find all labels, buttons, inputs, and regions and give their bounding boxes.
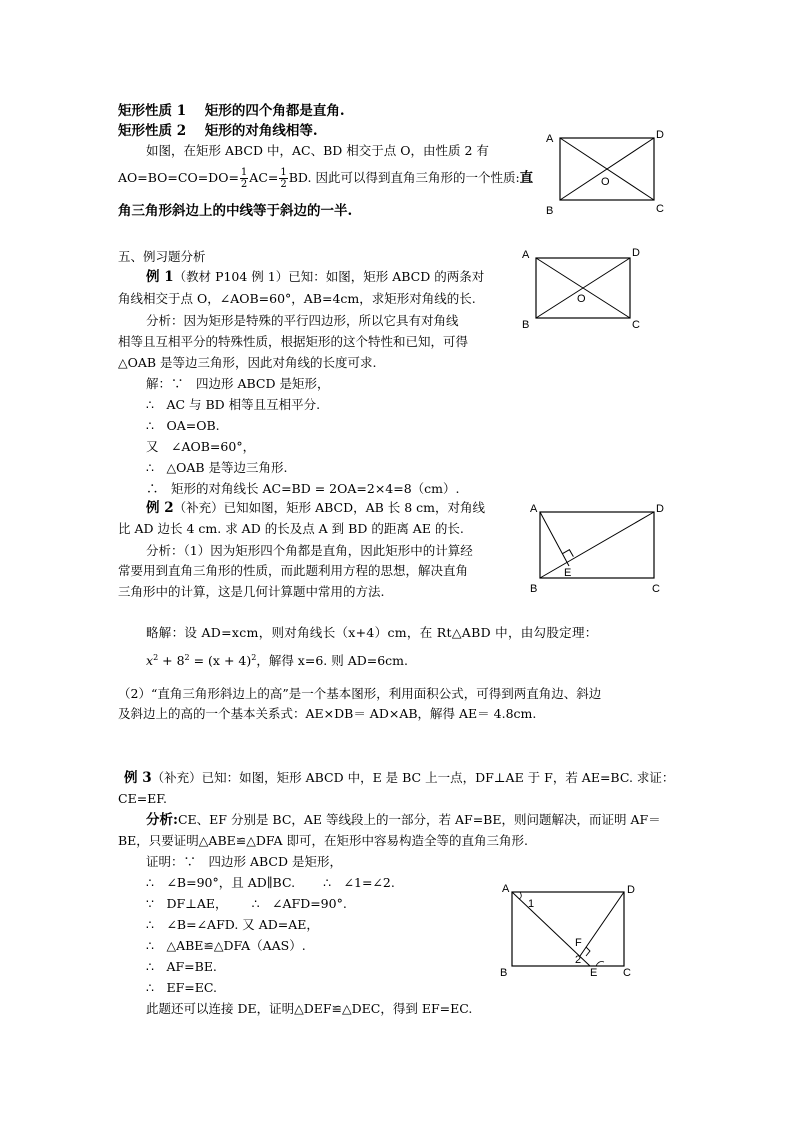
right-angle-mark-f xyxy=(586,947,590,956)
label-o-2: O xyxy=(577,293,586,305)
ex2-line-5: 三角形中的计算，这是几何计算题中常用的方法. xyxy=(118,584,385,599)
label-d-4: D xyxy=(627,884,635,896)
ex3-proof-6: ∴ EF=EC. xyxy=(146,980,217,995)
label-e-3: E xyxy=(564,567,572,579)
label-o-1: O xyxy=(601,176,610,188)
ex3-proof-2 xyxy=(146,896,347,912)
fraction-half-2 xyxy=(279,167,287,190)
ex1-step-2: ∴ AC 与 BD 相等且互相平分. xyxy=(146,397,321,412)
ex2-part2-line-1: （2）“直角三角形斜边上的高”是一个基本图形，利用面积公式，可得到两直角边、斜边 xyxy=(118,686,602,701)
ex2-solution-1: 略解：设 AD=xcm，则对角线长（x+4）cm，在 Rt△ABD 中，由勾股定理： xyxy=(146,625,598,640)
ex3-analysis-label: 分析: xyxy=(146,812,178,828)
ex3-a1: CE、EF 分别是 BC，AE 等线段上的一部分，若 AF=BE，则问题解决，而证明 AF＝ xyxy=(177,812,661,827)
label-b-3: B xyxy=(530,583,538,595)
angle-arc-1 xyxy=(519,892,521,899)
ex1-l1: （教材 P104 例 1）已知：如图，矩形 ABCD 的两条对 xyxy=(173,269,485,284)
ex2-equation xyxy=(146,653,408,669)
intro-l2d: 直 xyxy=(519,170,534,186)
label-a-2: A xyxy=(522,249,530,261)
label-angle-1: 1 xyxy=(528,898,535,910)
intro-l2a: AO=BO=CO=DO= xyxy=(118,170,239,185)
ex1-step-5: ∴ △OAB 是等边三角形. xyxy=(146,460,288,475)
ex3-proof-5: ∴ AF=BE. xyxy=(146,959,217,974)
ex1-line-5: △OAB 是等边三角形，因此对角线的长度可求. xyxy=(118,355,377,370)
intro-line-1: 如图，在矩形 ABCD 中，AC、BD 相交于点 O，由性质 2 有 xyxy=(146,143,489,158)
ex1-line-1 xyxy=(146,269,484,285)
ex1-label: 例 1 xyxy=(146,269,174,285)
ex2-part2-line-2: 及斜边上的高的一个基本关系式：AE×DB＝ AD×AB，解得 AE＝ 4.8cm. xyxy=(118,706,537,721)
ex2-line-2: 比 AD 边长 4 cm. 求 AD 的长及点 A 到 BD 的距离 AE 的长. xyxy=(118,521,464,536)
label-d-1: D xyxy=(656,129,664,141)
label-b-2: B xyxy=(522,319,530,331)
intro-line-2 xyxy=(118,167,533,190)
intro-l2c: BD. 因此可以得到直角三角形的一个性质: xyxy=(288,170,520,185)
frac-num-2: 1 xyxy=(280,167,287,178)
diag-bd-3 xyxy=(540,512,654,578)
property-1-head: 矩形性质 1 xyxy=(118,103,187,119)
ex3-proof-0: 证明：∵ 四边形 ABCD 是矩形， xyxy=(146,854,342,869)
property-1 xyxy=(118,103,345,119)
right-angle-mark-e xyxy=(562,550,573,557)
label-e-4: E xyxy=(590,967,598,979)
figure-rectangle-4 xyxy=(496,880,646,980)
figure-rectangle-2 xyxy=(516,244,646,330)
ex3-proof-1 xyxy=(146,875,395,891)
eq-b: + 8 xyxy=(158,653,185,668)
ex1-step-6: ∴ 矩形的对角线长 AC=BD = 2OA=2×4=8（cm）. xyxy=(146,481,460,496)
ex3-proof-3: ∴ ∠B=∠AFD. 又 AD=AE， xyxy=(146,917,319,932)
ex1-step-4: 又 ∠AOB=60°， xyxy=(146,439,256,454)
label-angle-2: 2 xyxy=(575,954,582,966)
ex1-step-1: 解：∵ 四边形 ABCD 是矩形， xyxy=(146,376,330,391)
ex3-analysis-1 xyxy=(146,812,661,828)
figure-rectangle-1 xyxy=(540,126,670,218)
ex2-line-4: 常要用到直角三角形的性质，而此题利用方程的思想，解决直角 xyxy=(118,563,469,578)
ex1-line-2: 角线相交于点 O，∠AOB=60°，AB=4cm，求矩形对角线的长. xyxy=(118,291,476,306)
label-a-3: A xyxy=(530,503,538,515)
label-c-1: C xyxy=(656,203,664,215)
ex2-l1: （补充）已知如图，矩形 ABCD，AB 长 8 cm，对角线 xyxy=(173,500,486,515)
label-f-4: F xyxy=(575,937,582,949)
ex1-line-4: 相等且互相平分的特殊性质，根据矩形的这个特性和已知，可得 xyxy=(118,334,469,349)
ex1-line-3: 分析：因为矩形是特殊的平行四边形，所以它具有对角线 xyxy=(146,313,459,328)
ex3-p2b: ∴ ∠AFD=90°. xyxy=(251,896,347,911)
ex3-p2a: ∵ DF⊥AE， xyxy=(146,896,228,911)
segment-df xyxy=(580,892,624,956)
eq-exp-2: 2 xyxy=(184,652,190,662)
frac-den: 2 xyxy=(240,179,248,190)
label-b-1: B xyxy=(546,205,554,217)
ex3-p1a: ∴ ∠B=90°，且 AD∥BC. xyxy=(146,875,296,890)
ex1-step-3: ∴ OA=OB. xyxy=(146,418,220,433)
label-c-3: C xyxy=(652,583,660,595)
label-d-3: D xyxy=(656,503,664,515)
ex3-l1: （补充）已知：如图，矩形 ABCD 中，E 是 BC 上一点，DF⊥AE 于 F，若 AE=BC. 求证： xyxy=(151,770,675,785)
label-d-2: D xyxy=(632,247,640,259)
eq-exp-1: 2 xyxy=(153,652,159,662)
label-a-4: A xyxy=(502,883,510,895)
ex3-proof-4: ∴ △ABE≌△DFA（AAS）. xyxy=(146,938,306,953)
property-2-head: 矩形性质 2 xyxy=(118,123,187,139)
ex3-label: 例 3 xyxy=(124,770,152,786)
label-c-4: C xyxy=(623,967,631,979)
intro-l2b: AC= xyxy=(249,170,279,185)
frac-den-2: 2 xyxy=(280,179,287,190)
angle-arc-e xyxy=(596,962,604,967)
intro-line-3: 角三角形斜边上的中线等于斜边的一半. xyxy=(118,203,353,219)
eq-c: = (x + 4) xyxy=(189,653,252,668)
label-a-1: A xyxy=(546,133,554,145)
eq-x: x xyxy=(146,653,154,668)
ex3-line-1 xyxy=(124,770,674,786)
ex2-label: 例 2 xyxy=(146,500,174,516)
property-1-text: 矩形的四个角都是直角. xyxy=(204,103,345,119)
property-2 xyxy=(118,123,318,139)
eq-exp-3: 2 xyxy=(251,652,257,662)
ex2-line-1 xyxy=(146,500,485,516)
ex3-line-2: CE=EF. xyxy=(118,791,167,806)
ex3-proof-7: 此题还可以连接 DE，证明△DEF≌△DEC，得到 EF=EC. xyxy=(146,1001,473,1016)
label-c-2: C xyxy=(632,319,640,331)
ex3-p1b: ∴ ∠1=∠2. xyxy=(323,875,395,890)
figure-rectangle-3 xyxy=(526,500,666,596)
section-title: 五、例习题分析 xyxy=(118,249,206,264)
property-2-text: 矩形的对角线相等. xyxy=(204,123,318,139)
ex3-analysis-2: BE，只要证明△ABE≌△DFA 即可，在矩形中容易构造全等的直角三角形. xyxy=(118,833,528,848)
height-ae xyxy=(540,512,569,566)
ex2-line-3: 分析：（1）因为矩形四个角都是直角，因此矩形中的计算经 xyxy=(146,543,473,558)
frac-num: 1 xyxy=(240,167,248,178)
eq-d: ，解得 x=6. 则 AD=6cm. xyxy=(256,653,409,668)
fraction-half xyxy=(240,167,248,190)
label-b-4: B xyxy=(500,967,508,979)
